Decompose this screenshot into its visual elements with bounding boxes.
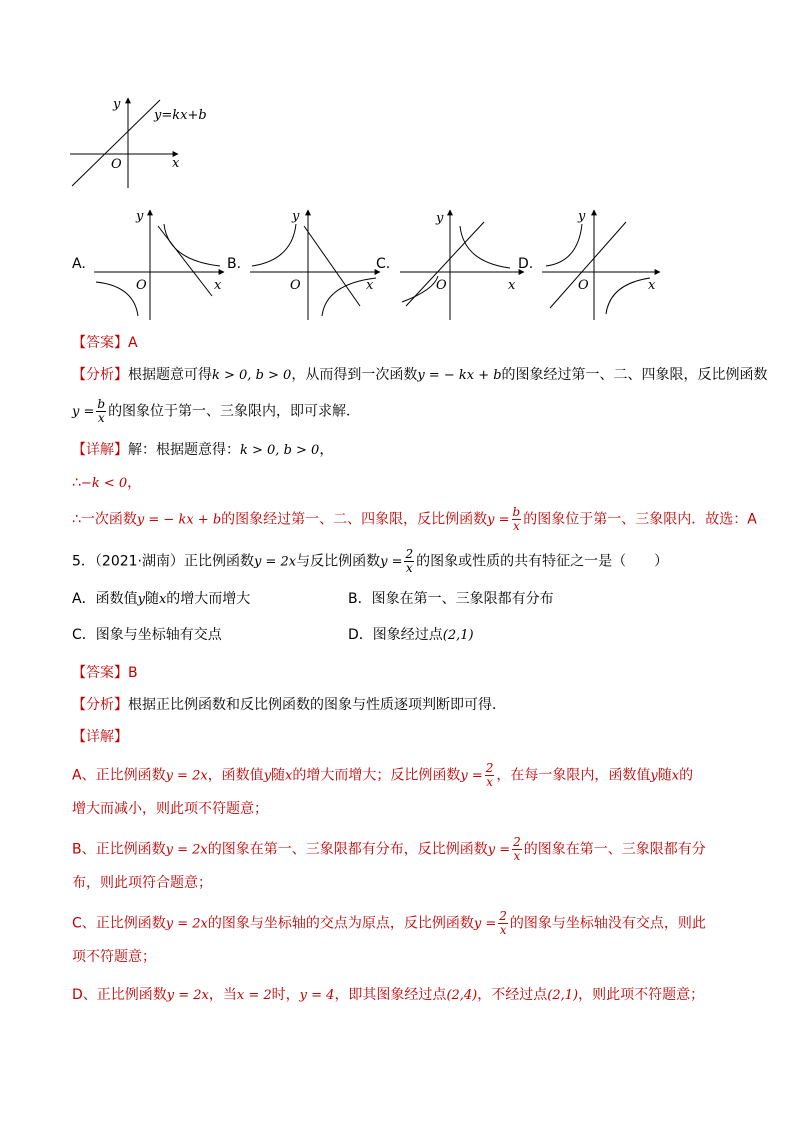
q4-detail-line1: 【详解】解：根据题意得：k > 0, b > 0， — [72, 442, 334, 458]
q5-option-c: C．图象与坐标轴有交点 — [72, 627, 222, 643]
svg-text:y: y — [578, 209, 586, 224]
fraction-b-over-x: $\frac{b}{x}$ — [97, 397, 106, 425]
line-graph-figure — [68, 92, 218, 192]
q5-detail-c-line2: 项不符题意； — [72, 949, 156, 965]
svg-text:y: y — [436, 211, 444, 226]
equation-label: y=kx+b — [154, 108, 207, 123]
q5-option-d: D．图象经过点(2,1) — [348, 627, 474, 643]
svg-text:x: x — [648, 278, 656, 293]
svg-text:O: O — [578, 278, 589, 293]
option-c-label: C. — [376, 256, 391, 272]
q5-option-a: A．函数值y随x的增大而增大 — [72, 591, 251, 607]
svg-text:y: y — [292, 209, 300, 224]
option-a-graph — [92, 204, 232, 324]
svg-text:x: x — [366, 278, 374, 293]
svg-text:y: y — [136, 209, 144, 224]
q5-option-b: B．图象在第一、三象限都有分布 — [348, 591, 554, 607]
origin-label: O — [111, 157, 122, 172]
x-label: x — [172, 156, 180, 171]
q4-analysis-line2: y = $\frac{b}{x}$ 的图象位于第一、三象限内，即可求解． — [72, 397, 361, 425]
q5-detail-b-line2: 布，则此项符合题意； — [72, 875, 212, 891]
q4-answer: 【答案】A — [72, 335, 138, 351]
q5-detail-d-line1: D、正比例函数y = 2x，当x = 2时，y = 4，即其图象经过点(2,4)，不经过点(2,1)，则此项不符题意； — [72, 987, 705, 1003]
q4-detail-line2: ∴−k < 0， — [72, 475, 142, 491]
q5-detail-a-line1: A、正比例函数y = 2x，函数值y随x的增大而增大；反比例函数y = $\frac{2}{x}$ ，在每一象限内，函数值y随x的 — [72, 761, 694, 789]
svg-text:x: x — [214, 278, 222, 293]
option-d-label: D. — [518, 256, 534, 272]
option-c-graph — [398, 204, 538, 324]
option-b-label: B. — [227, 256, 242, 272]
q4-detail-line3: ∴一次函数y = − kx + b的图象经过第一、二、四象限，反比例函数y = $\frac{b}{x}$ 的图象位于第一、三象限内．故选：A — [72, 505, 757, 533]
option-d-graph — [540, 204, 670, 324]
svg-text:x: x — [508, 278, 516, 293]
svg-text:O: O — [290, 278, 301, 293]
q5-stem: 5．（2021·湖南）正比例函数y = 2x与反比例函数y = $\frac{2}{x}$ 的图象或性质的共有特征之一是（ ） — [72, 547, 669, 575]
svg-text:O: O — [136, 278, 147, 293]
q5-answer: 【答案】B — [72, 665, 138, 681]
q5-detail-a-line2: 增大而减小，则此项不符题意； — [72, 801, 268, 817]
q5-detail-c-line1: C、正比例函数y = 2x的图象与坐标轴的交点为原点，反比例函数y = $\frac{2}{x}$ 的图象与坐标轴没有交点，则此 — [72, 909, 706, 937]
option-a-label: A. — [72, 256, 86, 272]
graph-line — [72, 100, 160, 186]
q5-detail-tag: 【详解】 — [72, 729, 128, 745]
q5-analysis: 【分析】根据正比例函数和反比例函数的图象与性质逐项判断即可得． — [72, 697, 506, 713]
svg-text:O: O — [436, 278, 447, 293]
q5-detail-b-line1: B、正比例函数y = 2x的图象在第一、三象限都有分布，反比例函数y = $\frac{2}{x}$ 的图象在第一、三象限都有分 — [72, 835, 706, 863]
q4-analysis-line1: 【分析】根据题意可得k > 0, b > 0，从而得到一次函数y = − kx + b的图象经过第一、二、四象限，反比例函数 — [72, 367, 768, 383]
option-b-graph — [248, 204, 391, 324]
y-label: y — [113, 97, 121, 112]
